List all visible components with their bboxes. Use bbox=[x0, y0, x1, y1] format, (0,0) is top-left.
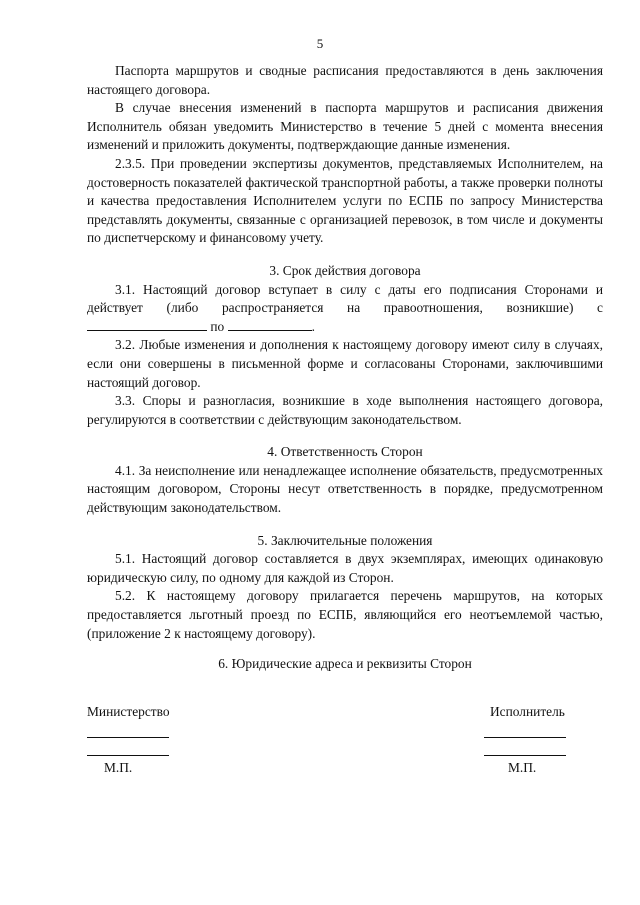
paragraph-3-3: 3.3. Споры и разногласия, возникшие в ходе выполнения настоящего договора, регулируются в соответствии с действующим законодательством. bbox=[87, 393, 603, 427]
paragraph-2-3-5: 2.3.5. При проведении экспертизы документов, представляемых Исполнителем, на достоверность показателей фактической транспортной работы, а также проверки полноты и качества предоставления Исполнителем услуги по ЕСПБ по запросу Министерства представлять документы, связанные с организацией перевозок, в том числе и документы по диспетчерскому и финансовому учету. bbox=[87, 155, 603, 246]
paragraph-passports: Паспорта маршрутов и сводные расписания предоставляются в день заключения настоящего договора. bbox=[87, 63, 603, 97]
paragraph-3-2: 3.2. Любые изменения и дополнения к настоящему договору имеют силу в случаях, если они совершены в письменной форме и согласованы Сторонами, заключившими настоящий договор. bbox=[87, 337, 603, 390]
section-4-heading: 4. Ответственность Сторон bbox=[267, 444, 423, 460]
left-signature-line-1 bbox=[87, 737, 169, 738]
paragraph-changes: В случае внесения изменений в паспорта маршрутов и расписания движения Исполнитель обязан уведомить Министерство в течение 5 дней с момента внесения изменений и приложить документы, подтверждающие данные изменения. bbox=[87, 100, 603, 153]
end-date-blank bbox=[228, 318, 312, 331]
right-signature-line-1 bbox=[484, 737, 566, 738]
paragraph-4-1: 4.1. За неисполнение или ненадлежащее исполнение обязательств, предусмотренных настоящим договором, Стороны несут ответственность в порядке, предусмотренном действующим законодательством. bbox=[87, 462, 603, 516]
left-signature-line-2 bbox=[87, 755, 169, 756]
paragraph-3-1-end: . bbox=[311, 318, 315, 334]
page-number: 5 bbox=[316, 36, 324, 51]
right-party-label: Исполнитель bbox=[490, 704, 565, 719]
document-body bbox=[87, 62, 603, 674]
left-stamp-label: М.П. bbox=[104, 760, 133, 775]
section-6-heading: 6. Юридические адреса и реквизиты Сторон bbox=[218, 656, 472, 672]
paragraph-5-2: 5.2. К настоящему договору прилагается перечень маршрутов, на которых предоставляется льготный проезд по ЕСПБ, являющийся его неотъемлемой частью, (приложение 2 к настоящему договору). bbox=[87, 588, 603, 641]
section-5-heading: 5. Заключительные положения bbox=[257, 532, 433, 548]
right-stamp-label: М.П. bbox=[508, 760, 537, 775]
start-date-blank bbox=[87, 318, 207, 331]
paragraph-3-1-mid: по bbox=[210, 318, 225, 334]
left-party-label: Министерство bbox=[87, 704, 170, 719]
paragraph-3-1 bbox=[87, 281, 603, 337]
paragraph-3-1-text: 3.1. Настоящий договор вступает в силу с даты его подписания Сторонами и действует (либо распространяется на правоотношения, возникшие) с bbox=[87, 281, 603, 316]
section-3-heading: 3. Срок действия договора bbox=[269, 262, 421, 278]
right-signature-line-2 bbox=[484, 755, 566, 756]
paragraph-5-1: 5.1. Настоящий договор составляется в двух экземплярах, имеющих одинаковую юридическую силу, по одному для каждой из Сторон. bbox=[87, 551, 603, 585]
